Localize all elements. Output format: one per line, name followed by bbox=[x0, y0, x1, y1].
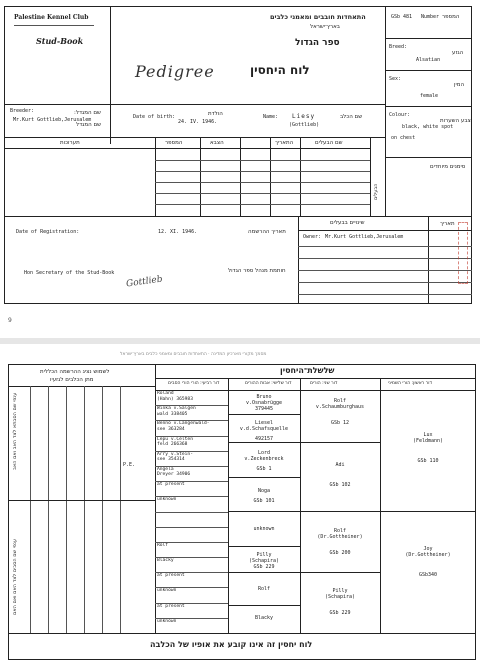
heb-breed-label: הגזע bbox=[452, 50, 464, 56]
table-header-shows: תערוכות bbox=[60, 140, 80, 146]
gen3-8-name: Blacky bbox=[254, 615, 274, 621]
gen4-line1: Benno v.Langenwald- bbox=[157, 421, 210, 427]
gen2-cell-3 bbox=[300, 528, 380, 556]
gen3-6-extra: GSb 229 bbox=[253, 564, 275, 570]
heb-club-line2: בארץ־ישראל bbox=[310, 24, 340, 30]
table-header-line bbox=[4, 148, 370, 149]
gen3-cell-3 bbox=[228, 450, 300, 472]
left-mid-line bbox=[8, 500, 155, 501]
heb-owner-label: שם המגדל bbox=[76, 122, 102, 128]
heb-name-label: שם הכלב bbox=[340, 114, 363, 120]
gen2-4-sub: (Schapira) bbox=[324, 594, 356, 600]
left-col-2 bbox=[48, 386, 49, 633]
gen4-line2: see 363284 bbox=[157, 426, 185, 432]
gen4-row bbox=[157, 573, 227, 579]
col-header-gen2: דור שני: הורים bbox=[310, 381, 338, 386]
gen4-line1: Blacky bbox=[157, 558, 174, 564]
gen4-row bbox=[157, 391, 227, 402]
breed-value: Alsatian bbox=[416, 57, 441, 63]
info-row-top bbox=[4, 104, 385, 105]
club-name-underline bbox=[14, 25, 94, 26]
gen2-cell-2 bbox=[300, 462, 380, 488]
gen3-cell-1 bbox=[228, 394, 300, 412]
table-col-6 bbox=[370, 137, 371, 216]
gen-col-div-3 bbox=[380, 378, 381, 633]
gen3-cell-7 bbox=[228, 586, 300, 592]
gen4-divider bbox=[155, 527, 228, 528]
gen4-line1: Lepu v.Celten bbox=[157, 436, 193, 442]
owner-row-4 bbox=[298, 282, 472, 283]
gen4-row bbox=[157, 467, 227, 478]
gen1-sire-gsb: GSb 110 bbox=[417, 458, 439, 464]
gen3-3-name: Lord bbox=[257, 450, 271, 456]
table-row-5 bbox=[155, 204, 370, 205]
heb-breeder-label: שם המגדל: bbox=[74, 110, 101, 116]
gen4-line2: wald 338405 bbox=[157, 411, 188, 417]
sex-value: female bbox=[420, 93, 439, 99]
gen3-cell-6 bbox=[228, 552, 300, 570]
owner-value: Mr.Kurt Gottlieb,Jerusalem bbox=[325, 234, 404, 240]
vertical-owner-label: הבעלים bbox=[373, 183, 379, 200]
table-header-owner: שם הבעלים bbox=[315, 140, 343, 146]
heb-studbook-title: ספר הגדול bbox=[295, 38, 340, 48]
owner-row-1 bbox=[298, 246, 472, 247]
page-separator bbox=[0, 338, 480, 344]
breeder-value: Mr.Kurt Gottlieb,Jerusalem bbox=[13, 117, 92, 123]
col-header-gen1: דור ראשון: הורי השמיני bbox=[388, 381, 432, 386]
club-name: Palestine Kennel Club bbox=[14, 14, 89, 21]
gen3-3-extra: GSb 1 bbox=[256, 466, 272, 472]
heb-marks-label: סימנים מיוחדים bbox=[430, 164, 466, 170]
gen4-row bbox=[157, 543, 227, 549]
gen2-2-name: Adi bbox=[335, 462, 345, 468]
registration-value: 12. XI. 1946. bbox=[158, 229, 198, 235]
gsb-number: GSb 481 bbox=[391, 14, 413, 20]
gen3-line-6 bbox=[228, 572, 300, 573]
table-header-number: המספר bbox=[165, 140, 183, 146]
gen3-line-1 bbox=[228, 414, 300, 415]
gen4-row bbox=[157, 497, 227, 503]
gen4-divider bbox=[155, 618, 228, 619]
gen4-divider bbox=[155, 587, 228, 588]
gen4-divider bbox=[155, 420, 228, 421]
heb-pedigree-title: לוח היחסין bbox=[250, 63, 310, 77]
gen3-cell-2 bbox=[228, 420, 300, 442]
sex-label: Sex: bbox=[389, 76, 402, 82]
gen2-3-sub: (Dr.Gottheiner) bbox=[317, 534, 363, 540]
registration-label: Date of Registration: bbox=[16, 229, 80, 235]
gen4-row bbox=[157, 558, 227, 564]
left-header-line2: מתן הכלבים לגזעיו bbox=[50, 377, 94, 383]
gen2-1-sub: v.Schaumburghaus bbox=[315, 404, 365, 410]
right-row-line-2 bbox=[385, 70, 472, 71]
signature: Gottlieb bbox=[125, 274, 164, 290]
studbook-title: Stud-Book bbox=[36, 36, 84, 46]
gen3-1-sub: v.Osnabrügge bbox=[245, 400, 283, 406]
left-col-1 bbox=[30, 386, 31, 633]
gen1-dam-sub: (Dr.Gottheiner) bbox=[405, 552, 451, 558]
gen4-line2: (Hahn) 365983 bbox=[157, 396, 193, 402]
gen4-line1: at present bbox=[157, 603, 185, 609]
table-row-3 bbox=[155, 182, 370, 183]
gen3-1-name: Bruno bbox=[256, 394, 272, 400]
gen2-line-1 bbox=[300, 442, 380, 443]
pedigree-title: Pedigree bbox=[135, 62, 215, 81]
gen4-row bbox=[157, 619, 227, 625]
left-header-line1: לשמוש נציג ההרשמה הכללית bbox=[40, 369, 110, 375]
gen3-7-name: Rolf bbox=[257, 586, 271, 592]
title-line bbox=[155, 378, 476, 379]
gen4-divider bbox=[155, 451, 228, 452]
gen4-line1: unknown bbox=[157, 497, 177, 503]
gen1-sire-sub: (Feldmann) bbox=[412, 438, 444, 444]
left-col-5 bbox=[102, 386, 103, 633]
heb-secretary-label: חותמת מנהל ספר הגדול bbox=[228, 268, 286, 274]
table-row-2 bbox=[155, 171, 370, 172]
table-top-line bbox=[4, 137, 385, 138]
gen3-2-sub: v.d.Schafsquelle bbox=[239, 426, 289, 432]
gen2-4-gsb: GSb 229 bbox=[329, 610, 351, 616]
gen2-cell-1 bbox=[300, 398, 380, 426]
gen3-6-sub: (Schapira) bbox=[248, 558, 280, 564]
colour-value-1: black, white spot bbox=[402, 124, 454, 130]
gen4-row bbox=[157, 406, 227, 417]
gen4-column bbox=[155, 390, 228, 633]
gen4-line1: at present bbox=[157, 482, 185, 488]
heb-number-label: המספר bbox=[442, 14, 460, 20]
left-col-3 bbox=[66, 386, 67, 633]
heb-date-col: תאריך bbox=[440, 221, 455, 227]
gen2-1-gsb: GSb 12 bbox=[330, 420, 350, 426]
gen3-1-extra: 379445 bbox=[254, 406, 274, 412]
heb-colour-label: צבע השערות bbox=[440, 118, 471, 124]
gen1-dam-gsb: GSb340 bbox=[418, 572, 438, 578]
gen4-line2: Dreyer 34906 bbox=[157, 472, 191, 478]
dob-value: 24. IV. 1946. bbox=[178, 119, 218, 125]
colour-label: Colour: bbox=[389, 112, 411, 118]
gen4-line2: see 354314 bbox=[157, 457, 185, 463]
gen4-divider bbox=[155, 603, 228, 604]
gen2-3-name: Rolf bbox=[333, 528, 347, 534]
gen1-sire bbox=[380, 432, 476, 464]
right-row-line-1 bbox=[385, 38, 472, 39]
gen4-divider bbox=[155, 405, 228, 406]
name-label: Name: bbox=[263, 114, 279, 120]
gen4-row bbox=[157, 421, 227, 432]
gen3-line-7 bbox=[228, 605, 300, 606]
red-stamp bbox=[458, 222, 468, 284]
dob-label: Date of birth: bbox=[133, 114, 176, 120]
gen2-line-3 bbox=[300, 572, 380, 573]
gen3-line-2 bbox=[228, 442, 300, 443]
gen3-4-extra: GSb 101 bbox=[253, 498, 275, 504]
gen4-line1: Roland bbox=[157, 391, 174, 396]
gen3-cell-4 bbox=[228, 488, 300, 504]
gen4-line1: unknown bbox=[157, 588, 177, 594]
number-label: Number bbox=[421, 14, 440, 20]
footer-line bbox=[8, 633, 476, 634]
pedigree-chain-title: שלשלת־היחסין bbox=[280, 366, 335, 375]
owner-label: Owner: bbox=[303, 234, 322, 240]
gen2-2-gsb: GSb 102 bbox=[329, 482, 351, 488]
heb-dob-label: הולדת bbox=[208, 111, 223, 117]
gen2-cell-4 bbox=[300, 588, 380, 616]
table-row-4 bbox=[155, 193, 370, 194]
table-header-date: התאריך bbox=[275, 140, 294, 146]
gen4-divider bbox=[155, 436, 228, 437]
table-header-army: הצבא bbox=[210, 140, 224, 146]
gen3-line-5 bbox=[228, 546, 300, 547]
pedigree-form-page-1 bbox=[0, 0, 480, 324]
gen3-2-name: Liesel bbox=[254, 420, 274, 426]
gen3-5-name: unknown bbox=[253, 526, 275, 532]
gen4-row bbox=[157, 604, 227, 610]
gen1-dam bbox=[380, 546, 476, 578]
col-header-gen4: דור רביעי: הורי הורי הסבים bbox=[168, 381, 220, 386]
gen2-line-2 bbox=[300, 511, 380, 512]
gen3-line-4 bbox=[228, 511, 300, 512]
gen4-line1: Rolf bbox=[157, 542, 169, 548]
vertical-left-top-label: ענפי שם הסבתא לצד האב ואם האב bbox=[12, 392, 18, 470]
gen4-divider bbox=[155, 466, 228, 467]
footer-statement: לוח יחסין זה אינו קובע את אופיו של הכלבה bbox=[150, 640, 313, 649]
registration-top-line bbox=[4, 216, 472, 217]
pe-mark: P.E. bbox=[123, 462, 136, 468]
form-outer-border bbox=[4, 6, 472, 304]
gen4-row bbox=[157, 452, 227, 463]
gen1-sire-name: Lux bbox=[423, 432, 433, 438]
header-divider-left bbox=[110, 6, 111, 144]
table-row-1 bbox=[155, 160, 370, 161]
gen4-row bbox=[157, 437, 227, 448]
page-number: 9 bbox=[8, 317, 12, 324]
gen3-2-extra: 492157 bbox=[254, 436, 274, 442]
gen3-line-3 bbox=[228, 477, 300, 478]
secretary-label: Hon Secretary of the Stud-Book bbox=[24, 270, 115, 276]
vertical-left-bottom-label: ענפי שם הסבים לצד האם ואם האם bbox=[12, 538, 18, 615]
gen2-3-gsb: GSb 200 bbox=[329, 550, 351, 556]
right-row-line-4 bbox=[385, 157, 472, 158]
owner-row-2 bbox=[298, 258, 472, 259]
col-header-gen3: דור שלישי: אבות ההורים bbox=[245, 381, 292, 386]
gen3-4-name: Noga bbox=[257, 488, 271, 494]
gen4-line2: feld 266368 bbox=[157, 442, 188, 448]
gen4-line1: Winka v.Salgen bbox=[157, 406, 196, 412]
gen1-mid bbox=[380, 511, 476, 512]
archive-top-note: מסמך מקורי מארכיון המדינה · התאחדות חובבים ומאמני כלבים בארץ־ישראל bbox=[120, 352, 267, 357]
gen4-divider bbox=[155, 496, 228, 497]
breed-label: Breed: bbox=[389, 44, 408, 50]
gen3-cell-5 bbox=[228, 526, 300, 532]
left-col-6 bbox=[120, 386, 121, 633]
owner-row-5 bbox=[298, 294, 472, 295]
pedigree-form-page-2 bbox=[0, 350, 480, 663]
owner-row-3 bbox=[298, 270, 472, 271]
left-col-4 bbox=[84, 386, 85, 633]
gen4-divider bbox=[155, 542, 228, 543]
name-value-sub: (Gottlieb) bbox=[289, 122, 320, 128]
gen4-row bbox=[157, 588, 227, 594]
name-value: Liesy bbox=[292, 113, 316, 120]
owner-header-line bbox=[298, 230, 472, 231]
gen4-line1: Arry v.Stein- bbox=[157, 451, 193, 457]
heb-owner-changes: שינויים בבעלים bbox=[330, 220, 365, 226]
gen4-divider bbox=[155, 481, 228, 482]
gen-col-div-1 bbox=[228, 378, 229, 633]
right-row-line-3 bbox=[385, 106, 472, 107]
colour-value-2: on chest bbox=[391, 135, 416, 141]
heb-sex-label: המין bbox=[454, 82, 465, 88]
gen4-row bbox=[157, 482, 227, 488]
heb-registration-label: תאריך ההרשמה bbox=[248, 229, 286, 235]
breeder-label: Breeder: bbox=[10, 108, 35, 114]
heb-club-line1: התאחדות חובבים ומאמני כלבים bbox=[270, 13, 366, 21]
gen4-divider bbox=[155, 512, 228, 513]
gen4-line1: at present bbox=[157, 573, 185, 579]
gen4-divider bbox=[155, 557, 228, 558]
gen4-divider bbox=[155, 572, 228, 573]
gen3-cell-8 bbox=[228, 615, 300, 621]
gen1-dam-name: Joy bbox=[423, 546, 433, 552]
gen4-line1: unknown bbox=[157, 618, 177, 624]
gen2-4-name: Pilly bbox=[332, 588, 348, 594]
gen2-1-name: Rolf bbox=[333, 398, 347, 404]
gen3-3-sub: v.Zeckenbreck bbox=[244, 456, 284, 462]
gen3-6-name: Pilly bbox=[256, 552, 272, 558]
gen4-line1: Angela bbox=[157, 466, 174, 472]
